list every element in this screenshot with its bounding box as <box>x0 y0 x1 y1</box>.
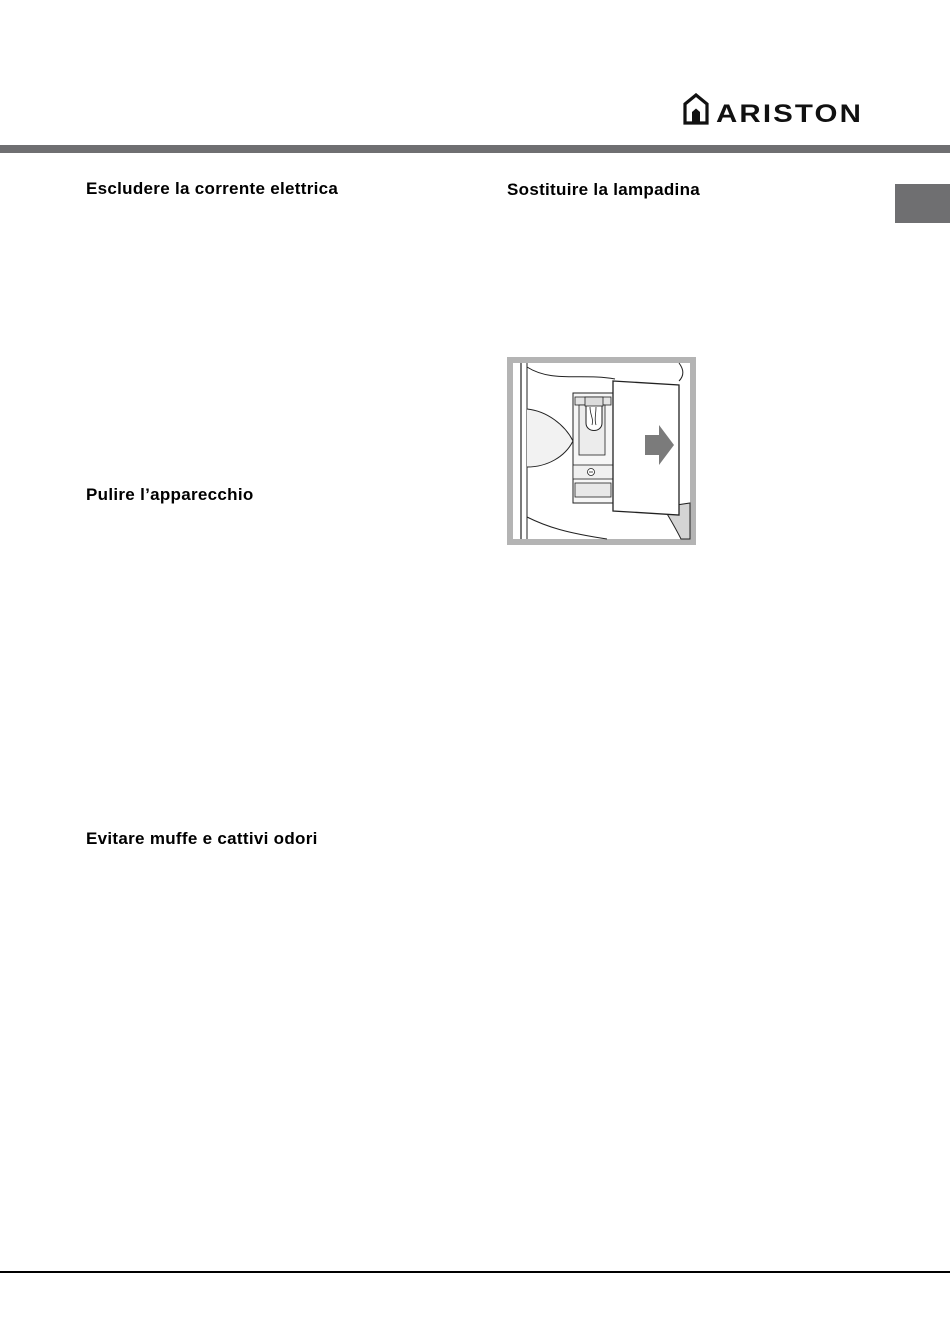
side-language-tab <box>895 184 950 223</box>
footer-rule <box>0 1271 950 1273</box>
bulb-replacement-illustration <box>507 357 696 545</box>
heading-disconnect-power: Escludere la corrente elettrica <box>86 179 339 198</box>
brand-logo <box>683 93 865 125</box>
header-bar <box>0 145 950 153</box>
house-icon <box>685 95 707 123</box>
heading-clean-appliance: Pulire l’apparecchio <box>86 485 254 504</box>
brand-wordmark: ARISTON <box>716 100 863 125</box>
heading-replace-bulb: Sostituire la lampadina <box>507 180 701 199</box>
heading-avoid-mould: Evitare muffe e cattivi odori <box>86 829 318 848</box>
